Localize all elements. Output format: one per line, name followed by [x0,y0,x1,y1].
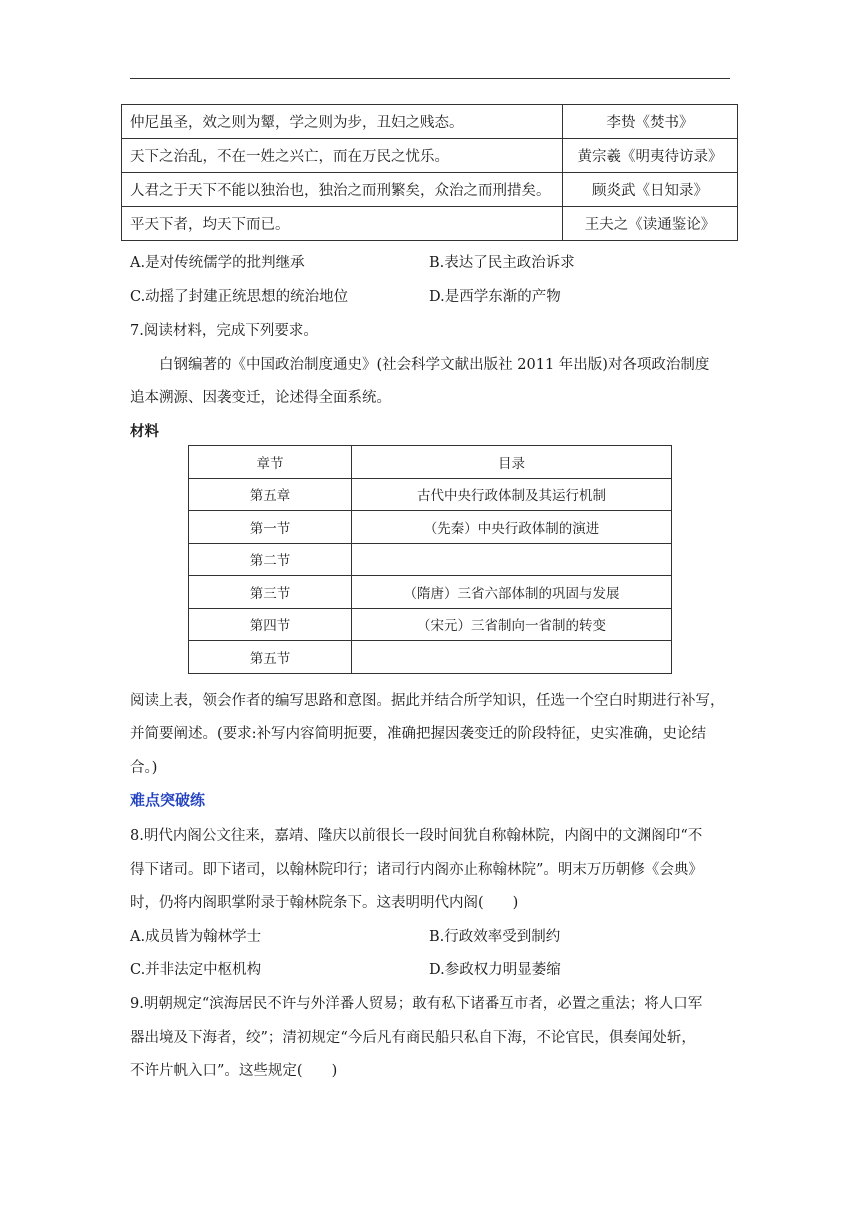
header-rule [130,78,730,79]
table-row [189,511,672,544]
table-row [189,641,672,674]
source-cell: 王夫之《读通鉴论》 [563,207,738,241]
table-header-row [189,446,672,479]
q9-line-1: 9.明朝规定“滨海居民不许与外洋番人贸易；敢有私下诸番互市者，必置之重法；将人口军 [130,996,703,1012]
q7-task-line-1: 阅读上表，领会作者的编写思路和意图。据此并结合所学知识，任选一个空白时期进行补写， [130,693,725,709]
title-cell: （宋元）三省制向一省制的转变 [352,608,672,641]
header-chapter: 章节 [189,446,352,479]
q6-option-b: B.表达了民主政治诉求 [429,255,575,271]
quote-cell: 天下之治乱，不在一姓之兴亡，而在万民之忧乐。 [122,139,563,173]
q8-option-d: D.参政权力明显萎缩 [429,962,561,978]
quote-cell: 人君之于天下不能以独治也，独治之而刑繁矣，众治之而刑措矣。 [122,173,563,207]
chapter-cell: 第三节 [189,576,352,609]
q7-stem: 7.阅读材料，完成下列要求。 [130,323,318,339]
chapter-cell: 第一节 [189,511,352,544]
chapter-cell: 第五节 [189,641,352,674]
q9-line-2: 器出境及下海者，绞”；清初规定“今后凡有商民船只私自下海，不论官民，俱奏闻处斩， [130,1030,696,1046]
title-cell: （先秦）中央行政体制的演进 [352,511,672,544]
table-row [189,608,672,641]
chapter-cell: 第四节 [189,608,352,641]
table-row [189,576,672,609]
q6-option-d: D.是西学东渐的产物 [429,289,561,305]
q6-option-a: A.是对传统儒学的批判继承 [130,255,305,271]
header-contents: 目录 [352,446,672,479]
title-cell: （隋唐）三省六部体制的巩固与发展 [352,576,672,609]
chapter-cell: 第五章 [189,478,352,511]
q9-line-3: 不许片帆入口”。这些规定( ) [130,1063,338,1079]
source-cell: 黄宗羲《明夷待访录》 [563,139,738,173]
chapter-cell: 第二节 [189,543,352,576]
source-cell: 顾炎武《日知录》 [563,173,738,207]
q8-line-2: 得下诸司。即下诸司，以翰林院印行；诸司行内阁亦止称翰林院”。明末万历朝修《会典》 [130,862,703,878]
source-cell: 李贽《焚书》 [563,105,738,139]
quote-cell: 平天下者，均天下而已。 [122,207,563,241]
q8-option-a: A.成员皆为翰林学士 [130,929,262,945]
toc-table [188,445,672,674]
title-cell: 古代中央行政体制及其运行机制 [352,478,672,511]
q8-line-3: 时，仍将内阁职掌附录于翰林院条下。这表明明代内阁( ) [130,895,519,911]
section-title: 难点突破练 [130,791,206,809]
table-row [122,173,738,207]
q8-option-b: B.行政效率受到制约 [429,929,561,945]
q7-intro-line-1: 白钢编著的《中国政治制度通史》(社会科学文献出版社 2011 年出版)对各项政治制度 [159,357,710,373]
table-row [122,207,738,241]
quote-table [121,104,738,241]
q7-intro-line-2: 追本溯源、因袭变迁，论述得全面系统。 [130,390,391,406]
title-cell-blank [352,543,672,576]
table-row [122,139,738,173]
q7-task-line-3: 合。) [130,760,158,776]
q6-option-c: C.动摇了封建正统思想的统治地位 [130,289,349,305]
table-row [189,478,672,511]
quote-cell: 仲尼虽圣，效之则为颦，学之则为步，丑妇之贱态。 [122,105,563,139]
table-row [122,105,738,139]
q8-line-1: 8.明代内阁公文往来，嘉靖、隆庆以前很长一段时间犹自称翰林院，内阁中的文渊阁印“不 [130,828,703,844]
material-label: 材料 [130,423,159,440]
table-row [189,543,672,576]
q7-task-line-2: 并简要阐述。(要求:补写内容简明扼要，准确把握因袭变迁的阶段特征，史实准确，史论结 [130,726,707,742]
title-cell-blank [352,641,672,674]
q8-option-c: C.并非法定中枢机构 [130,962,262,978]
